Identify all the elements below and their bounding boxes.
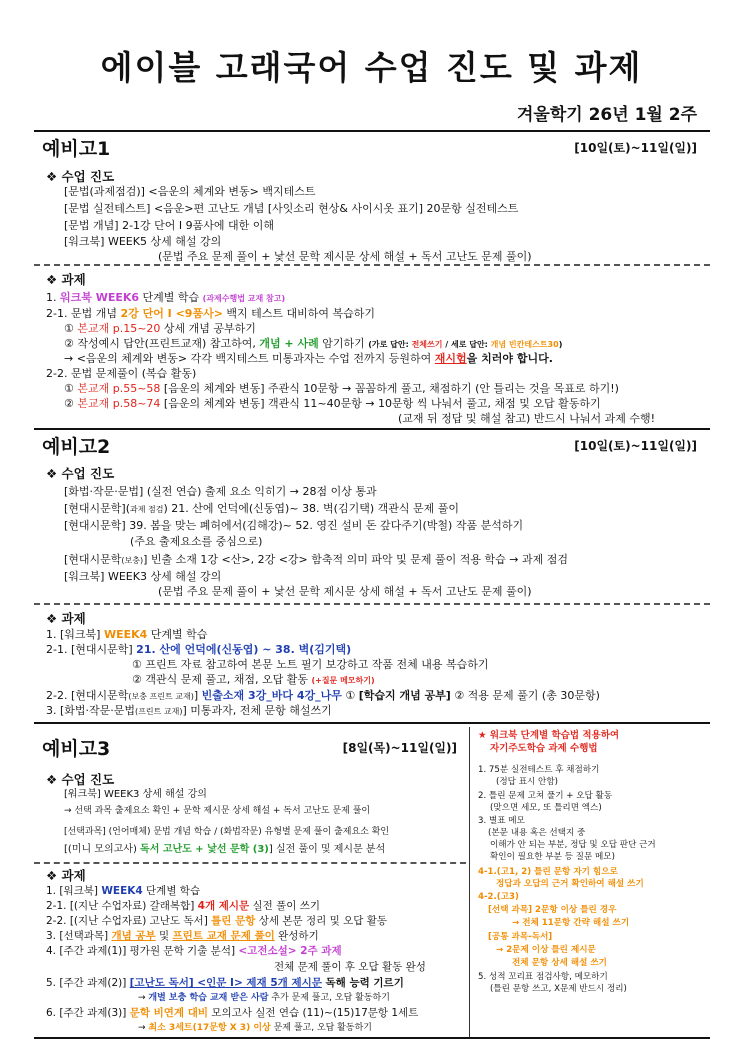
progress-line: [(미니 모의고사) 독서 고난도 + 낯선 문학 (3)] 실전 풀이 및 제시문 분석: [64, 844, 386, 855]
homework-line: ② 객관식 문제 풀고, 채점, 오답 활동 (+질문 메모하기): [132, 673, 375, 686]
divider: [34, 722, 710, 724]
homework-line: (교재 뒤 정답 및 해설 참고) 반드시 나눠서 과제 수행!: [398, 412, 655, 425]
progress-line: [문법(과제점검)] <음운의 체계와 변동> 백지테스트: [64, 185, 316, 198]
progress-line: [워크북] WEEK3 상세 해설 강의: [64, 570, 222, 583]
note-line: [선택 과목] 2문항 이상 틀린 경우: [488, 905, 617, 915]
homework-line: 2-1. [현대시문학] 21. 산에 언덕에(신동엽) ~ 38. 벽(김기택): [46, 643, 352, 656]
section-date: [10일(토)~11일(일)]: [574, 439, 697, 453]
homework-line: 2-1. [(지난 수업자료) 갈래복합] 4개 제시문 실전 풀이 쓰기: [46, 900, 321, 912]
homework-line: 1. [워크북] WEEK4 단계별 학습: [46, 885, 201, 897]
note-line: (틀린 문항 쓰고, X문제 반드시 정리): [490, 984, 627, 994]
note-line: 전체 문항 상세 해설 쓰기: [512, 958, 607, 968]
progress-heading: ❖ 수업 진도: [46, 466, 115, 481]
note-line: 확인이 필요한 부분 등 질문 메모): [490, 852, 615, 862]
note-line: (정답 표시 안함): [496, 777, 558, 787]
progress-line: [화법·작문·문법] (실전 연습) 출제 요소 익히기 → 28점 이상 통과: [64, 485, 377, 498]
progress-line: [워크북] WEEK5 상세 해설 강의: [64, 235, 222, 248]
note-line: (본문 내용 혹은 선택지 중: [488, 828, 586, 838]
homework-line: 1. [워크북] WEEK4 단계별 학습: [46, 628, 208, 641]
homework-line: ① 프린트 자료 참고하여 본문 노트 필기 보강하고 작품 전체 내용 복습하기: [132, 658, 489, 671]
divider: [34, 130, 710, 132]
note-line: 3. 별표 메모: [478, 816, 525, 826]
homework-line: → <음운의 체계와 변동> 각각 백지테스트 미통과자는 수업 전까지 등원하여 재시험을 치러야 합니다.: [64, 352, 553, 365]
progress-line: [선택과목] (언어매체) 문법 개념 학습 / (화법작문) 유형별 문제 풀이 출제요소 확인: [64, 827, 390, 837]
note-title: ★ 워크북 단계별 학습법 적용하여: [478, 730, 620, 741]
homework-line: 3. [화법·작문·문법(프린트 교재)] 미통과자, 전체 문항 해설쓰기: [46, 704, 332, 717]
divider: [34, 264, 710, 266]
homework-line: → 개별 보충 학습 교재 받은 사람 추가 문제 풀고, 오답 활동하기: [138, 993, 390, 1003]
note-line: [공통 과목-독서]: [488, 932, 553, 942]
homework-line: 4. [주간 과제(1)] 평가원 문학 기출 분석] <고전소설> 2주 과제: [46, 945, 342, 957]
homework-line: ① 본교재 p.55~58 [음운의 체계와 변동] 주관식 10문항 → 꼼꼼하게 풀고, 채점하기 (안 틀리는 것을 목표로 하기!): [64, 382, 619, 395]
note-line: 정답과 오답의 근거 확인하여 해설 쓰기: [496, 879, 644, 889]
progress-line: [현대시문학] 39. 봄을 맞는 폐허에서(김해강)~ 52. 영진 설비 돈 갚다주기(박철) 작품 분석하기: [64, 519, 524, 532]
divider: [34, 862, 466, 864]
homework-heading: ❖ 과제: [46, 868, 86, 883]
progress-line: (문법 주요 문제 풀이 + 낯선 문학 제시문 상세 해설 + 독서 고난도 문제 풀이): [158, 585, 532, 598]
page-subtitle: 겨울학기 26년 1월 2주: [516, 105, 697, 125]
homework-line: → 최소 3세트(17문항 X 3) 이상 문제 풀고, 오답 활동하기: [138, 1023, 372, 1033]
homework-line: 전체 문제 풀이 후 오답 활동 완성: [274, 961, 426, 973]
note-line: 4-1.(고1, 2) 틀린 문항 자기 힘으로: [478, 867, 618, 877]
page-title: 에이블 고래국어 수업 진도 및 과제: [100, 48, 643, 87]
progress-line: (문법 주요 문제 풀이 + 낯선 문학 제시문 상세 해설 + 독서 고난도 문제 풀이): [158, 250, 532, 263]
note-line: 이해가 안 되는 부분, 정답 및 오답 판단 근거: [490, 840, 656, 850]
section-title: 예비고2: [42, 436, 111, 458]
divider: [34, 428, 710, 430]
progress-line: (주요 출제요소를 중심으로): [130, 535, 263, 548]
homework-heading: ❖ 과제: [46, 272, 86, 287]
progress-line: [문법 개념] 2-1강 단어 I 9품사에 대한 이해: [64, 219, 275, 232]
homework-line: ② 본교재 p.58~74 [음운의 체계와 변동] 객관식 11~40문항 → 10문항 씩 나눠서 풀고, 채점 및 오답 활동하기: [64, 397, 601, 410]
progress-heading: ❖ 수업 진도: [46, 169, 115, 184]
progress-line: [문법 실전테스트] <음운>편 고난도 개념 [사잇소리 현상& 사이시옷 표기] 20문항 실전테스트: [64, 202, 519, 215]
homework-line: 3. [선택과목] 개념 공부 및 프린트 교재 문제 풀이 완성하기: [46, 930, 319, 942]
divider: [34, 1037, 710, 1039]
column-divider: [469, 727, 470, 1039]
note-line: 1. 75분 실전테스트 후 채점하기: [478, 765, 600, 775]
progress-heading: ❖ 수업 진도: [46, 772, 115, 787]
note-line: 2. 틀린 문제 고쳐 풀기 + 오답 활동: [478, 791, 613, 801]
note-line: → 2문제 이상 틀린 제시문: [496, 945, 596, 955]
progress-line: → 선택 과목 출제요소 확인 + 문학 제시문 상세 해설 + 독서 고난도 문제 풀이: [64, 806, 371, 816]
progress-line: [워크북] WEEK3 상세 해설 강의: [64, 789, 207, 800]
progress-line: [현대시문학](과제 점검) 21. 산에 언덕에(신동엽)~ 38. 벽(김기택) 객관식 문제 풀이: [64, 502, 460, 515]
homework-line: 2-2. [현대시문학(보충 프린트 교재)] 빈출소재 3강_바다 4강_나무 ① [학습지 개념 공부] ② 적용 문제 풀기 (총 30문항): [46, 689, 600, 702]
note-line: 4-2.(고3): [478, 892, 519, 902]
section-title: 예비고3: [42, 738, 111, 760]
section-date: [8일(목)~11일(일)]: [342, 741, 457, 755]
note-title: 자기주도학습 과제 수행법: [490, 743, 598, 754]
homework-line: ① 본교재 p.15~20 상세 개념 공부하기: [64, 322, 256, 335]
homework-line: ② 작성예시 답안(프린트교재) 참고하여, 개념 + 사례 암기하기 (가로 답안: 전체쓰기 / 세로 답안: 개념 빈칸테스트30): [64, 337, 563, 350]
note-line: 5. 성적 꼬리표 점검사항, 메모하기: [478, 972, 608, 982]
homework-line: 1. 워크북 WEEK6 단계별 학습 (과제수행법 교재 참고): [46, 291, 286, 304]
homework-heading: ❖ 과제: [46, 611, 86, 626]
note-line: → 전체 11문항 간략 해설 쓰기: [512, 918, 630, 928]
homework-line: 2-2. [(지난 수업자료) 고난도 독서] 틀린 문항 상세 본문 정리 및 오답 활동: [46, 915, 387, 927]
divider: [34, 603, 710, 605]
section-date: [10일(토)~11일(일)]: [574, 141, 697, 155]
progress-line: [현대시문학(보충)] 빈출 소재 1강 <산>, 2강 <강> 함축적 의미 파악 및 문제 풀이 적용 학습 → 과제 점검: [64, 553, 568, 566]
homework-line: 2-1. 문법 개념 2강 단어 I <9품사> 백지 테스트 대비하여 복습하기: [46, 307, 376, 320]
homework-line: 5. [주간 과제(2)] [고난도 독서] <인문 I> 제재 5개 제시문 독해 능력 기르기: [46, 977, 404, 989]
homework-line: 2-2. 문법 문제풀이 (복습 활동): [46, 367, 197, 380]
homework-line: 6. [주간 과제(3)] 문학 비연계 대비 모의고사 실전 연습 (11)~(15)17문항 1세트: [46, 1007, 419, 1019]
note-line: (맞으면 세모, 또 틀리면 엑스): [490, 803, 602, 813]
section-title: 예비고1: [42, 138, 111, 160]
